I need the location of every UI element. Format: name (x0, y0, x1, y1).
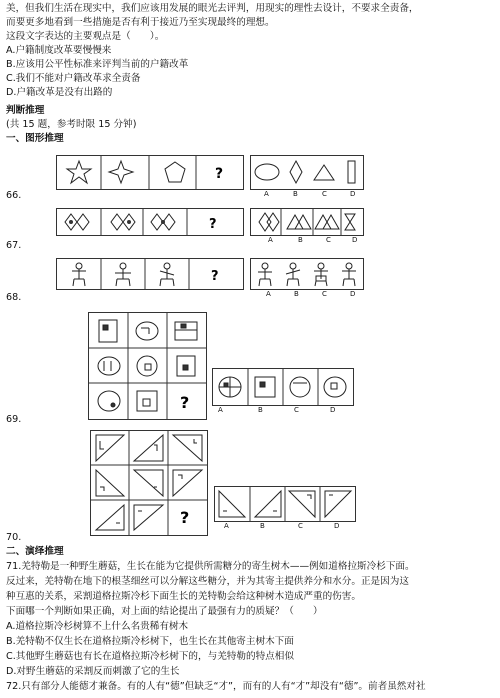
option-label-68-b[interactable]: B (294, 290, 299, 298)
option-label-70-b[interactable]: B (260, 522, 265, 530)
option-label-69-a[interactable]: A (218, 406, 223, 414)
subsection-title-figures: 一、图形推理 (6, 133, 64, 144)
option-label-66-d[interactable]: D (350, 190, 356, 198)
option-label-67-d[interactable]: D (352, 236, 358, 244)
option-label-66-a[interactable]: A (264, 190, 269, 198)
q71-option-b[interactable]: B.羌特勒不仅生长在道格拉斯冷杉树下，也生长在其他寄主树木下面 (6, 636, 294, 647)
figure-66-sequence (56, 155, 244, 190)
q72-line-1: 72.只有部分人能德才兼备。有的人有“德”但缺乏“才”，而有的人有“才”却没有“德”。前者虽然对社 (6, 681, 426, 692)
option-label-70-c[interactable]: C (298, 522, 303, 530)
figure-66-shapes (57, 156, 243, 189)
subsection-title-deduction: 二、演绎推理 (6, 546, 64, 557)
svg-text:?: ? (180, 508, 190, 527)
figure-70-grid (90, 430, 208, 536)
q71-line-2: 反过来，羌特勒在地下的根茎细丝可以分解这些糖分，并为其寄主提供养分和水分。正是因为这 (6, 576, 409, 587)
q71-option-c[interactable]: C.其他野生蘑菇也有长在道格拉斯冷杉树下的，与羌特勒的特点相似 (6, 651, 294, 662)
figure-67-options (250, 208, 364, 236)
option-label-68-a[interactable]: A (266, 290, 271, 298)
option-label-69-b[interactable]: B (258, 406, 263, 414)
svg-text:?: ? (211, 269, 219, 284)
figure-69-grid (88, 312, 207, 420)
option-label-69-c[interactable]: C (294, 406, 299, 414)
q71-line-1: 71.羌特勒是一种野生蘑菇，生长在能为它提供所需糖分的寄生树木——例如道格拉斯冷杉下面。 (6, 561, 415, 572)
figure-69-options (212, 368, 354, 406)
section-note: (共 15 题，参考时限 15 分钟) (6, 119, 137, 130)
figure-70-options (214, 486, 356, 522)
question-number-66: 66. (6, 190, 22, 201)
question-number-69: 69. (6, 414, 22, 425)
figure-67-sequence (56, 208, 244, 236)
svg-text:?: ? (180, 393, 190, 412)
option-label-66-b[interactable]: B (293, 190, 298, 198)
option-label-66-c[interactable]: C (322, 190, 327, 198)
question-number-68: 68. (6, 292, 22, 303)
q71-line-3: 种互惠的关系，采割道格拉斯冷杉下面生长的羌特勒会给这种树木造成严重的伤害。 (6, 591, 361, 602)
option-label-67-b[interactable]: B (298, 236, 303, 244)
intro-line-1: 美，但我们生活在现实中，我们应该用发展的眼光去评判，用现实的理性去设计，不要求全责备， (6, 3, 419, 14)
question-mark-66: ? (215, 166, 224, 182)
option-label-70-d[interactable]: D (334, 522, 340, 530)
intro-line-2: 而要更多地看到一些措施是否有利于接近乃至实现最终的理想。 (6, 17, 275, 28)
option-c[interactable]: C.我们不能对户籍改革求全责备 (6, 73, 141, 84)
option-label-70-a[interactable]: A (224, 522, 229, 530)
question-number-67: 67. (6, 240, 22, 251)
section-title: 判断推理 (6, 105, 45, 116)
option-d[interactable]: D.户籍改革是没有出路的 (6, 87, 113, 98)
option-label-67-c[interactable]: C (326, 236, 331, 244)
q71-option-d[interactable]: D.对野生蘑菇的采割反而刺激了它的生长 (6, 666, 180, 677)
option-a[interactable]: A.户籍制度改革要慢慢来 (6, 45, 112, 56)
figure-66-options (250, 155, 364, 190)
option-label-68-d[interactable]: D (350, 290, 356, 298)
option-label-67-a[interactable]: A (268, 236, 273, 244)
option-label-68-c[interactable]: C (322, 290, 327, 298)
option-label-69-d[interactable]: D (330, 406, 336, 414)
q71-question: 下面哪一个判断如果正确，对上面的结论提出了最强有力的质疑？（ ） (6, 606, 323, 617)
q71-option-a[interactable]: A.道格拉斯冷杉树算不上什么名贵稀有树木 (6, 621, 189, 632)
figure-68-sequence (56, 258, 244, 290)
option-b[interactable]: B.应该用公平性标准来评判当前的户籍改革 (6, 59, 189, 70)
svg-text:?: ? (209, 217, 217, 232)
figure-68-options (250, 258, 364, 290)
question-number-70: 70. (6, 532, 22, 543)
intro-question: 这段文字表达的主要观点是（ ）。 (6, 31, 165, 42)
